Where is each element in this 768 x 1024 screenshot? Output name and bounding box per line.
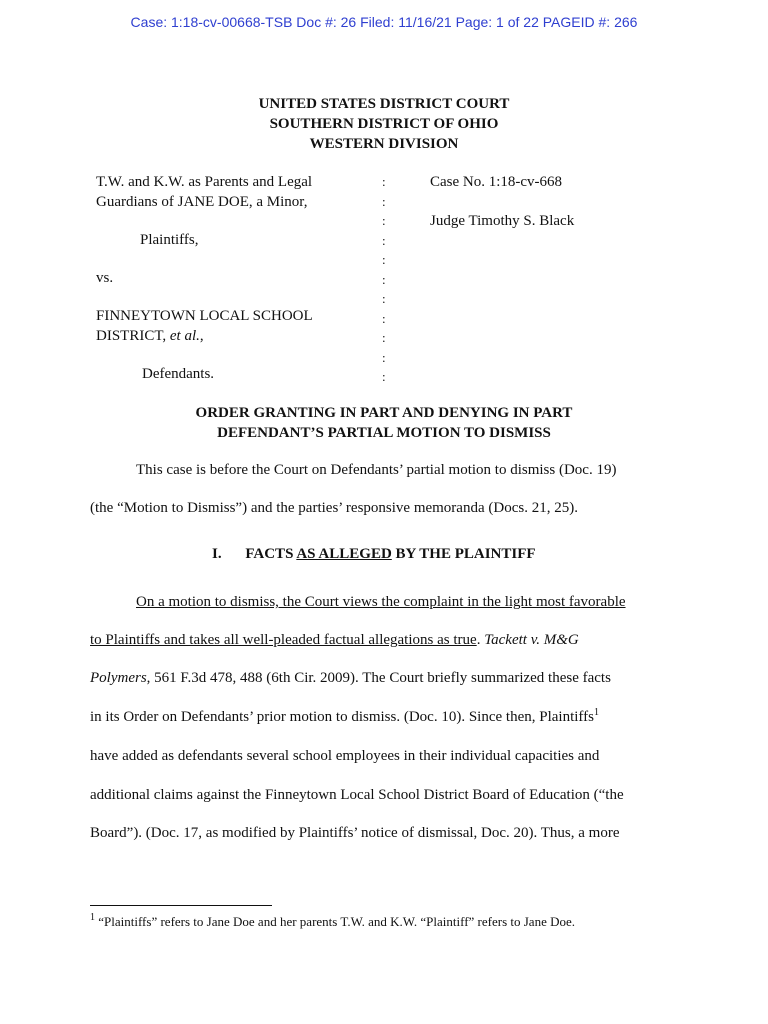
caption-colon: : bbox=[382, 310, 386, 326]
section-title-c: BY THE PLAINTIFF bbox=[391, 546, 536, 562]
order-title-line1: ORDER GRANTING IN PART AND DENYING IN PART bbox=[195, 405, 573, 421]
caption-colon: : bbox=[382, 193, 386, 209]
case-number: Case No. 1:18-cv-668 bbox=[430, 174, 563, 190]
caption-colon: : bbox=[382, 349, 386, 365]
defendants-district: DISTRICT, bbox=[96, 328, 170, 344]
facts-line4-text: in its Order on Defendants’ prior motion to dismiss. (Doc. 10). Since then, Plaintiffs bbox=[90, 709, 594, 725]
facts-line7: Board”). (Doc. 17, as modified by Plaintiffs’ notice of dismissal, Doc. 20). Thus, a more bbox=[90, 825, 620, 841]
order-title bbox=[0, 403, 768, 443]
defendants-name-line1: FINNEYTOWN LOCAL SCHOOL bbox=[96, 308, 313, 324]
defendants-comma: , bbox=[199, 328, 204, 344]
caption-colon: : bbox=[382, 330, 386, 345]
footnote-marker: 1 bbox=[593, 707, 599, 718]
facts-line6: additional claims against the Finneytown Local School District Board of Education (“the bbox=[90, 787, 624, 803]
citation-case-name-cont: Polymers bbox=[90, 670, 147, 686]
section-title-underlined: AS ALLEGED bbox=[296, 546, 392, 562]
facts-line2 bbox=[90, 632, 579, 649]
court-name: UNITED STATES DISTRICT COURT bbox=[258, 96, 510, 112]
caption-colon: : bbox=[382, 174, 386, 189]
court-division: WESTERN DIVISION bbox=[309, 136, 459, 152]
caption-colon: : bbox=[382, 369, 386, 384]
facts-line4 bbox=[90, 709, 599, 726]
footnote bbox=[90, 914, 575, 930]
facts-line3 bbox=[90, 670, 611, 687]
caption-colon: : bbox=[382, 271, 386, 287]
facts-line1: On a motion to dismiss, the Court views the complaint in the light most favorable bbox=[136, 594, 626, 610]
case-header-stamp: Case: 1:18-cv-00668-TSB Doc #: 26 Filed: 11/16/21 Page: 1 of 22 PAGEID #: 266 bbox=[130, 14, 638, 30]
plaintiffs-label: Plaintiffs, bbox=[140, 232, 199, 248]
section-heading bbox=[212, 546, 536, 563]
judge-name: Judge Timothy S. Black bbox=[430, 213, 575, 229]
intro-line1: This case is before the Court on Defendants’ partial motion to dismiss (Doc. 19) bbox=[136, 462, 617, 478]
section-number: I. bbox=[212, 546, 222, 562]
order-title-line2: DEFENDANT’S PARTIAL MOTION TO DISMISS bbox=[217, 425, 551, 441]
footnote-divider bbox=[90, 905, 272, 906]
defendants-name-line2 bbox=[96, 326, 204, 346]
versus-label: vs. bbox=[96, 270, 114, 286]
citation-case-name: Tackett v. M&G bbox=[484, 632, 579, 648]
intro-line2: (the “Motion to Dismiss”) and the parties’ responsive memoranda (Docs. 21, 25). bbox=[90, 500, 578, 516]
defendants-label: Defendants. bbox=[142, 366, 215, 382]
footnote-text: “Plaintiffs” refers to Jane Doe and her parents T.W. and K.W. “Plaintiff” refers to Jane Doe. bbox=[95, 914, 576, 929]
caption-colon: : bbox=[382, 213, 386, 228]
facts-line3-text: , 561 F.3d 478, 488 (6th Cir. 2009). The Court briefly summarized these facts bbox=[146, 670, 611, 686]
et-al: et al. bbox=[169, 328, 200, 344]
footnote-number: 1 bbox=[90, 912, 95, 923]
facts-line2-underlined: to Plaintiffs and takes all well-pleaded factual allegations as true bbox=[90, 632, 477, 648]
caption-colon: : bbox=[382, 232, 386, 248]
facts-line2-period: . bbox=[476, 632, 485, 648]
caption-colon: : bbox=[382, 252, 386, 267]
caption-colon-column bbox=[382, 172, 392, 387]
caption-colon: : bbox=[382, 291, 386, 306]
facts-line5: have added as defendants several school employees in their individual capacities and bbox=[90, 748, 600, 764]
plaintiffs-name-line2: Guardians of JANE DOE, a Minor, bbox=[96, 194, 308, 210]
plaintiffs-name-line1: T.W. and K.W. as Parents and Legal bbox=[96, 174, 313, 190]
court-district: SOUTHERN DISTRICT OF OHIO bbox=[269, 116, 499, 132]
section-title-a: FACTS bbox=[245, 546, 297, 562]
court-heading bbox=[0, 94, 768, 154]
